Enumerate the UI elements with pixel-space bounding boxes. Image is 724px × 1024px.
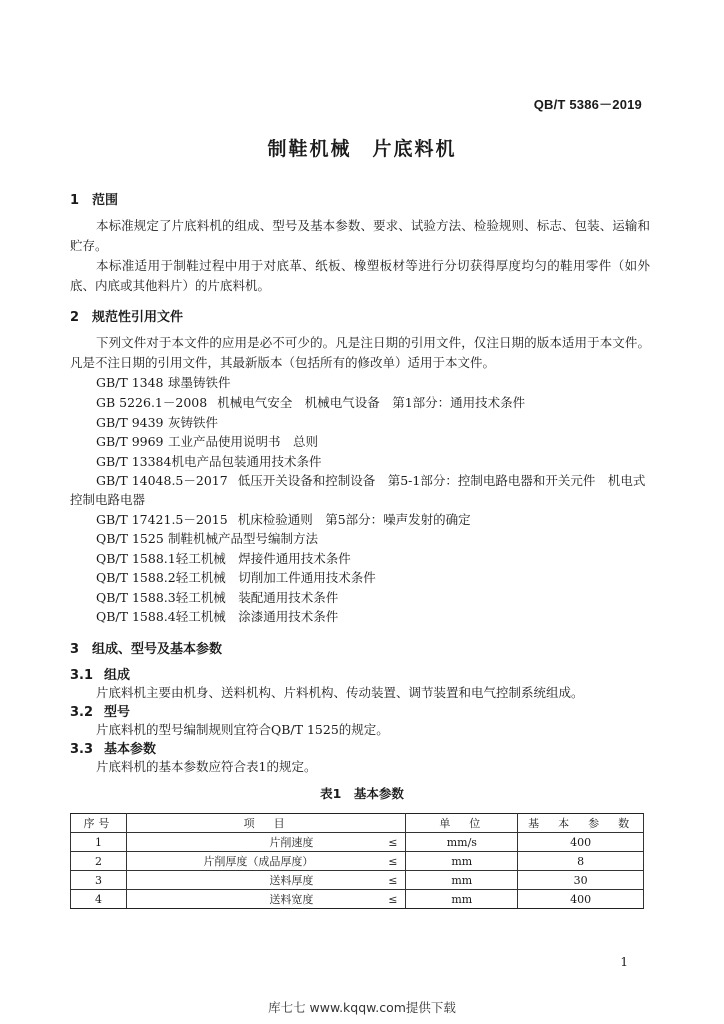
table-row xyxy=(71,833,644,852)
reference-code: GB/T 9969 xyxy=(96,434,164,449)
section-3-2-heading xyxy=(70,701,130,720)
reference-item xyxy=(96,549,351,567)
comparison-operator: ≤ xyxy=(388,874,398,887)
section-title: 组成、型号及基本参数 xyxy=(92,642,223,657)
reference-title: 球墨铸铁件 xyxy=(168,375,231,390)
reference-code: GB/T 14048.5－2017 xyxy=(96,473,228,488)
cell-unit: mm xyxy=(406,871,518,890)
item-name: 送料厚度 xyxy=(269,874,314,887)
reference-title: 低压开关设备和控制设备 第5-1部分：控制电路电器和开关元件 机电式 xyxy=(237,473,646,488)
section-number: 1 xyxy=(70,193,80,208)
column-header-value: 基 本 参 数 xyxy=(518,814,644,833)
section-2-intro: 下列文件对于本文件的应用是必不可少的。凡是注日期的引用文件，仅注日期的版本适用于本文件。凡是不注日期的引用文件，其最新版本（包括所有的修改单）适用于本文件。 xyxy=(70,335,650,370)
section-3-3-text: 片底料机的基本参数应符合表1的规定。 xyxy=(96,759,317,774)
reference-code: QB/T 1588.1 xyxy=(96,551,176,566)
reference-continuation: 控制电路电器 xyxy=(70,492,146,507)
section-title: 规范性引用文件 xyxy=(92,310,184,325)
column-header-unit: 单 位 xyxy=(406,814,518,833)
comparison-operator: ≤ xyxy=(388,893,398,906)
reference-code: GB/T 17421.5－2015 xyxy=(96,512,228,527)
cell-value: 30 xyxy=(518,871,644,890)
section-3-1-text: 片底料机主要由机身、送料机构、片料机构、传动装置、调节装置和电气控制系统组成。 xyxy=(96,685,584,700)
comparison-operator: ≤ xyxy=(388,836,398,849)
reference-item xyxy=(96,432,318,450)
cell-no: 4 xyxy=(71,890,127,909)
reference-code: GB/T 13384 xyxy=(96,454,172,469)
reference-title: 机电产品包装通用技术条件 xyxy=(171,454,322,469)
section-1-paragraph-2: 本标准适用于制鞋过程中用于对底革、纸板、橡塑板材等进行分切获得厚度均匀的鞋用零件（如外底、内底或其他料片）的片底料机。 xyxy=(70,258,650,293)
comparison-operator: ≤ xyxy=(388,855,398,868)
reference-title: 机床检验通则 第5部分：噪声发射的确定 xyxy=(237,512,471,527)
cell-no: 1 xyxy=(71,833,127,852)
reference-title: 灰铸铁件 xyxy=(168,415,219,430)
item-name: 片削厚度（成品厚度） xyxy=(203,855,314,868)
reference-code: GB 5226.1－2008 xyxy=(96,395,208,410)
reference-item xyxy=(96,471,645,489)
reference-title: 工业产品使用说明书 总则 xyxy=(168,434,319,449)
section-3-1-heading xyxy=(70,664,130,683)
cell-item xyxy=(126,833,406,852)
section-3-2-text: 片底料机的型号编制规则宜符合QB/T 1525的规定。 xyxy=(96,722,389,737)
cell-unit: mm/s xyxy=(406,833,518,852)
cell-no: 2 xyxy=(71,852,127,871)
reference-item xyxy=(96,373,231,391)
reference-title: 轻工机械 涂漆通用技术条件 xyxy=(175,609,339,624)
subsection-title: 组成 xyxy=(104,668,131,683)
reference-item xyxy=(96,588,338,606)
section-1-paragraph-1: 本标准规定了片底料机的组成、型号及基本参数、要求、试验方法、检验规则、标志、包装、运输和贮存。 xyxy=(70,218,650,253)
reference-item xyxy=(96,568,376,586)
reference-code: QB/T 1588.4 xyxy=(96,609,176,624)
reference-item xyxy=(96,529,318,547)
cell-item xyxy=(126,852,406,871)
subsection-title: 型号 xyxy=(104,705,131,720)
section-1-heading xyxy=(70,189,118,208)
cell-value: 400 xyxy=(518,833,644,852)
subsection-title: 基本参数 xyxy=(104,742,157,757)
column-header-no: 序号 xyxy=(71,814,127,833)
parameters-table xyxy=(70,813,644,909)
reference-code: QB/T 1588.2 xyxy=(96,570,176,585)
section-title: 范围 xyxy=(92,193,119,208)
reference-title: 轻工机械 切削加工件通用技术条件 xyxy=(175,570,376,585)
table-row xyxy=(71,890,644,909)
table-header-row xyxy=(71,814,644,833)
reference-code: QB/T 1525 xyxy=(96,531,164,546)
reference-item xyxy=(96,510,471,528)
reference-code: QB/T 1588.3 xyxy=(96,590,176,605)
cell-value: 8 xyxy=(518,852,644,871)
reference-item xyxy=(96,452,321,470)
reference-title: 轻工机械 装配通用技术条件 xyxy=(175,590,339,605)
cell-unit: mm xyxy=(406,890,518,909)
column-header-item: 项 目 xyxy=(126,814,406,833)
table-row xyxy=(71,871,644,890)
section-3-heading xyxy=(70,638,222,657)
reference-title: 制鞋机械产品型号编制方法 xyxy=(168,531,319,546)
reference-code: GB/T 9439 xyxy=(96,415,164,430)
section-number: 2 xyxy=(70,310,80,325)
cell-value: 400 xyxy=(518,890,644,909)
subsection-number: 3.2 xyxy=(70,705,94,720)
cell-item xyxy=(126,871,406,890)
reference-title: 轻工机械 焊接件通用技术条件 xyxy=(175,551,351,566)
section-2-heading xyxy=(70,306,183,325)
page-number: 1 xyxy=(620,955,628,969)
section-number: 3 xyxy=(70,642,80,657)
section-3-3-heading xyxy=(70,738,156,757)
table-caption: 表1 基本参数 xyxy=(320,786,404,801)
reference-item xyxy=(96,413,218,431)
cell-unit: mm xyxy=(406,852,518,871)
reference-item xyxy=(96,607,338,625)
subsection-number: 3.1 xyxy=(70,668,94,683)
reference-code: GB/T 1348 xyxy=(96,375,164,390)
cell-item xyxy=(126,890,406,909)
reference-title: 机械电气安全 机械电气设备 第1部分：通用技术条件 xyxy=(217,395,526,410)
table-row xyxy=(71,852,644,871)
reference-item xyxy=(96,393,525,411)
standard-number: QB/T 5386－2019 xyxy=(533,97,642,112)
cell-no: 3 xyxy=(71,871,127,890)
subsection-number: 3.3 xyxy=(70,742,94,757)
item-name: 送料宽度 xyxy=(269,893,314,906)
download-footer: 库七七 www.kqqw.com提供下载 xyxy=(268,1000,456,1015)
item-name: 片削速度 xyxy=(269,836,314,849)
document-title: 制鞋机械 片底料机 xyxy=(267,138,457,160)
